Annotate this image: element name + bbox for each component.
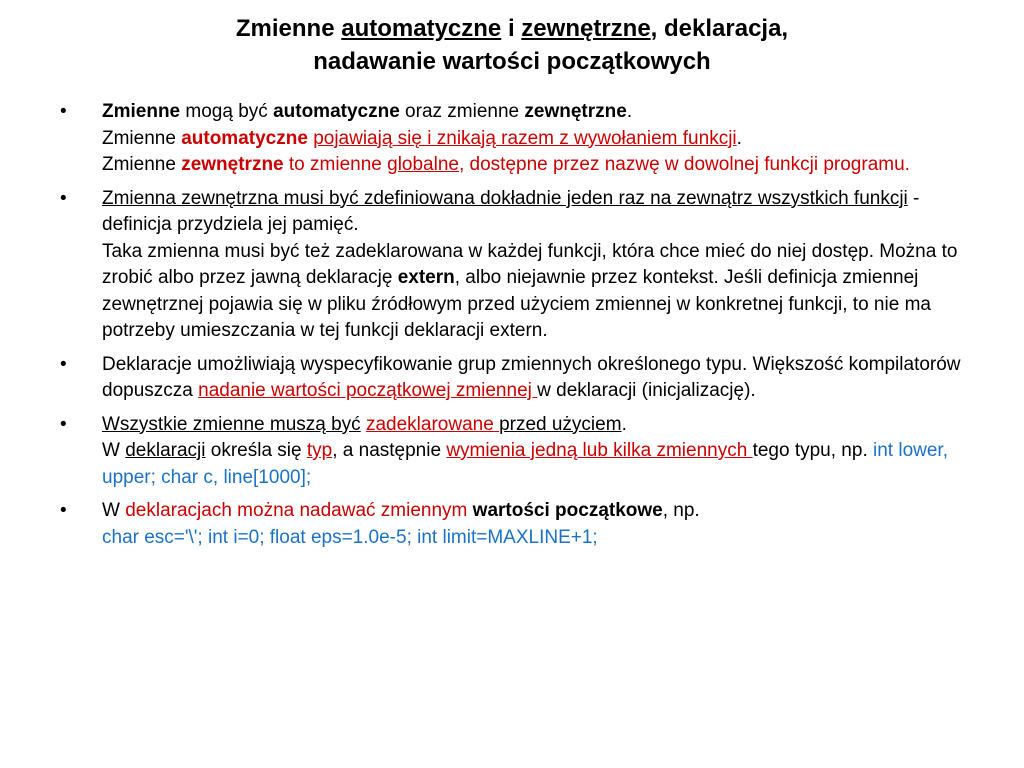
text-segment: Wszystkie zmienne muszą być (102, 413, 361, 435)
text-segment: . (736, 127, 742, 149)
text-segment: wymienia jedną lub kilka zmiennych (446, 440, 753, 461)
title-segment: automatyczne (341, 15, 502, 42)
text-segment: automatyczne (181, 127, 308, 149)
text-segment: - definicja przydziela jej pamięć. (102, 187, 920, 235)
bullet-line (102, 412, 980, 439)
bullet-line (102, 525, 980, 552)
text-segment: zadeklarowane (365, 413, 500, 435)
text-segment: nadanie wartości początkowej zmiennej (198, 380, 538, 401)
title-segment: i (501, 15, 522, 42)
text-segment: int lower, upper; char c, line[1000]; (102, 440, 948, 488)
text-segment: extern (397, 267, 455, 288)
text-segment: oraz zmienne (399, 101, 525, 122)
text-segment: Zmienne (102, 154, 182, 175)
bullet-line (102, 498, 980, 525)
title-segment: zewnętrzne (521, 15, 651, 42)
text-segment: , dostępne przez nazwę w dowolnej funkcji programu. (458, 154, 910, 175)
bullet-item (60, 186, 980, 345)
bullet-item (60, 498, 980, 551)
text-segment: . (621, 413, 627, 435)
bullet-item (60, 352, 980, 405)
bullet-icon: • (60, 413, 67, 435)
text-segment: określa się (205, 440, 307, 461)
text-segment: globalne (387, 154, 459, 175)
text-segment: W (102, 440, 126, 461)
text-segment: Zmienne (102, 101, 181, 122)
text-segment: W (102, 500, 126, 521)
bullet-list (60, 99, 980, 558)
bullet-icon: • (60, 500, 67, 521)
bullet-line (102, 126, 980, 153)
bullet-line (102, 99, 980, 126)
bullet-line (102, 186, 980, 239)
bullet-line (102, 438, 980, 491)
text-segment: wartości początkowe (472, 500, 663, 521)
bullet-icon: • (60, 101, 67, 122)
text-segment: Zmienne (102, 127, 182, 149)
text-segment: to zmienne (283, 154, 388, 175)
title-segment: , deklaracja, (650, 15, 789, 42)
text-segment: Taka zmienna musi być też zadeklarowana w każdej funkcji, która chce mieć do niej dostęp. Można to zrobić albo przez jawną deklarację (102, 240, 958, 288)
text-segment: deklaracji (125, 440, 206, 461)
slide-title (0, 12, 1024, 78)
bullet-icon: • (60, 353, 67, 375)
text-segment: pojawiają się i znikają razem z wywołaniem funkcji (313, 127, 737, 149)
text-segment: tego typu, np. (752, 440, 873, 461)
bullet-line (102, 352, 980, 405)
text-segment: zewnętrzne (181, 154, 284, 175)
text-segment: w deklaracji (inicjalizację). (537, 380, 756, 401)
bullet-line (102, 152, 980, 179)
bullet-line (102, 239, 980, 345)
bullet-item (60, 99, 980, 179)
text-segment: , a następnie (332, 440, 447, 461)
text-segment: Deklaracje umożliwiają wyspecyfikowanie grup zmiennych określonego typu. Większość kompilatorów dopuszcza (102, 353, 961, 401)
title-segment: Zmienne (235, 15, 342, 42)
text-segment: char esc='\'; int i=0; float eps=1.0e-5; int limit=MAXLINE+1; (102, 526, 598, 548)
text-segment: , np. (662, 500, 700, 521)
text-segment: automatyczne (273, 101, 400, 122)
bullet-icon: • (60, 187, 67, 209)
title-line-1 (0, 12, 1024, 45)
text-segment: Zmienna zewnętrzna musi być zdefiniowana dokładnie jeden raz na zewnątrz wszystkich funkcji (102, 187, 908, 209)
bullet-item (60, 412, 980, 492)
title-line-2: nadawanie wartości początkowych (313, 48, 711, 75)
text-segment: mogą być (180, 101, 274, 122)
text-segment: , albo niejawnie przez kontekst. Jeśli definicja zmiennej zewnętrznej pojawia się w pliku źródłowym przed użyciem zmiennej w konkretnej funkcji, to nie ma potrzeby umieszczania w tej funkcji deklaracji extern. (102, 267, 931, 341)
text-segment: . (626, 101, 633, 122)
text-segment: typ (306, 440, 333, 461)
text-segment: deklaracjach można nadawać zmiennym (125, 500, 468, 521)
text-segment: zewnętrzne (524, 101, 627, 122)
text-segment: przed użyciem (499, 413, 622, 435)
